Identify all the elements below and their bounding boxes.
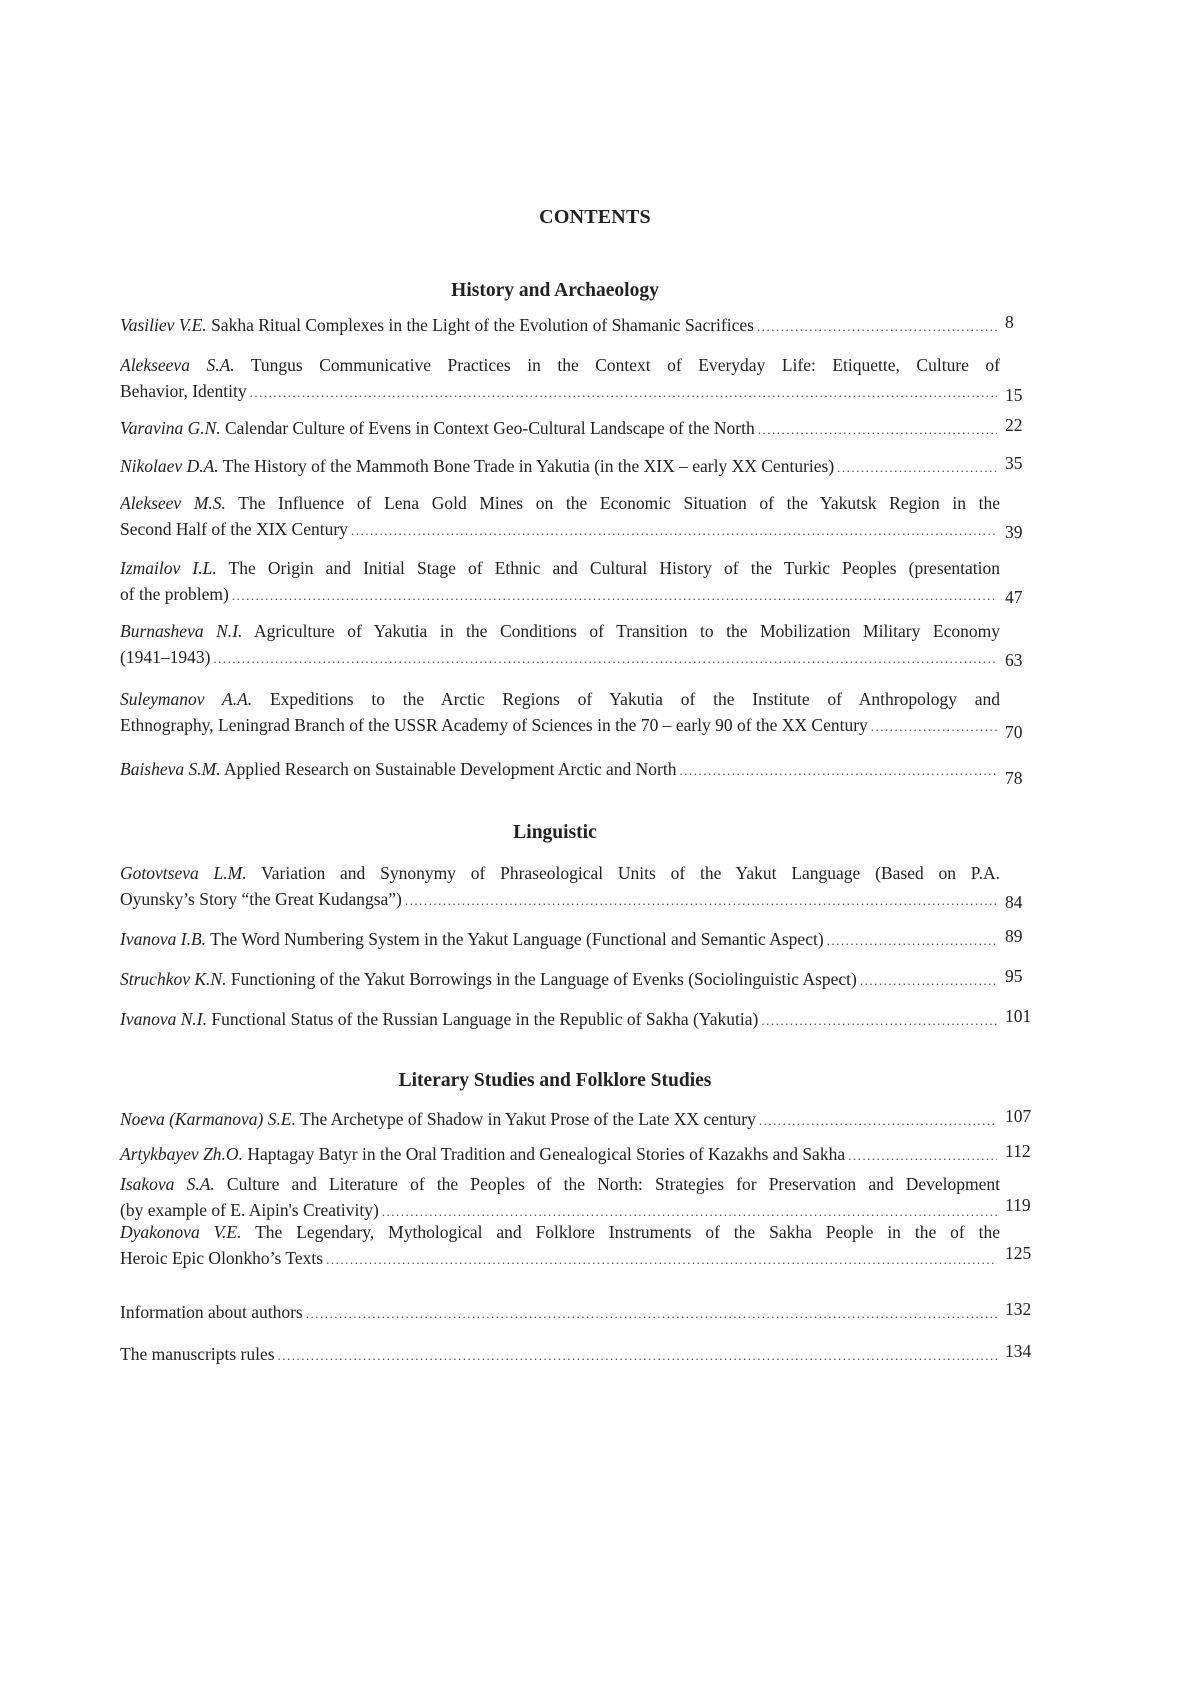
entry-title-cont: (by example of E. Aipin's Creativity): [120, 1200, 379, 1220]
entry-title: Tungus Communicative Practices in the Context of Everyday Life: Etiquette, Culture of: [250, 355, 1000, 375]
toc-entry[interactable]: [120, 756, 990, 784]
entry-author: Izmailov I.L.: [120, 558, 217, 578]
entry-page-number: 70: [1005, 722, 1023, 742]
entry-title: The Origin and Initial Stage of Ethnic and Cultural History of the Turkic Peoples (presentation: [228, 558, 1000, 578]
toc-entry[interactable]: [120, 1141, 990, 1169]
toc-entry[interactable]: [120, 1106, 990, 1134]
toc-entry[interactable]: [120, 1006, 990, 1034]
entry-title: The Archetype of Shadow in Yakut Prose of the Late XX century: [300, 1109, 756, 1129]
entry-page-number: 119: [1005, 1195, 1031, 1215]
entry-title-cont: Ethnography, Leningrad Branch of the USSR Academy of Sciences in the 70 – early 90 of the XX Century: [120, 715, 868, 735]
entry-title: The Legendary, Mythological and Folklore Instruments of the Sakha People in the of the: [255, 1222, 1000, 1242]
entry-page-number: 125: [1005, 1243, 1032, 1263]
leader-dots: [871, 714, 997, 740]
entry-title: Sakha Ritual Complexes in the Light of the Evolution of Shamanic Sacrifices: [211, 315, 754, 335]
toc-entry[interactable]: [120, 555, 1000, 609]
entry-page-number: 95: [1005, 966, 1023, 986]
entry-author: Struchkov K.N.: [120, 969, 227, 989]
section-title-literary: Literary Studies and Folklore Studies: [398, 1070, 712, 1091]
entry-page-number: 132: [1005, 1299, 1032, 1319]
toc-entry[interactable]: [120, 966, 990, 994]
entry-title: The Influence of Lena Gold Mines on the Economic Situation of the Yakutsk Region in the: [238, 493, 1000, 513]
toc-entry[interactable]: [120, 1219, 1000, 1273]
entry-title: Expeditions to the Arctic Regions of Yakutia of the Institute of Anthropology and: [269, 689, 1000, 709]
entry-page-number: 15: [1005, 385, 1023, 405]
entry-author: Gotovtseva L.M.: [120, 863, 247, 883]
toc-entry[interactable]: [120, 453, 990, 481]
leader-dots: [250, 380, 997, 406]
leader-dots: [860, 968, 997, 994]
entry-page-number: 134: [1005, 1341, 1032, 1361]
entry-page-number: 22: [1005, 415, 1023, 435]
toc-entry[interactable]: [120, 686, 1000, 740]
entry-page-number: 107: [1005, 1106, 1032, 1126]
toc-entry[interactable]: [120, 415, 990, 443]
entry-title: The History of the Mammoth Bone Trade in Yakutia (in the XIX – early XX Centuries): [222, 456, 835, 476]
entry-page-number: 63: [1005, 650, 1023, 670]
entry-title-cont: Second Half of the XIX Century: [120, 519, 348, 539]
entry-author: Ivanova I.B.: [120, 929, 207, 949]
entry-title: The manuscripts rules: [120, 1344, 275, 1364]
leader-dots: [326, 1247, 997, 1273]
entry-page-number: 39: [1005, 522, 1023, 542]
toc-entry[interactable]: [120, 618, 1000, 672]
leader-dots: [679, 758, 997, 784]
entry-title-cont: Heroic Epic Olonkho’s Texts: [120, 1248, 324, 1268]
entry-title: Functional Status of the Russian Language in the Republic of Sakha (Yakutia): [211, 1009, 759, 1029]
entry-page-number: 78: [1005, 768, 1023, 788]
entry-title-cont: of the problem): [120, 584, 229, 604]
toc-entry-manuscript-rules[interactable]: [120, 1341, 990, 1369]
entry-author: Dyakonova V.E.: [120, 1222, 242, 1242]
entry-title: Haptagay Batyr in the Oral Tradition and Genealogical Stories of Kazakhs and Sakha: [247, 1144, 846, 1164]
entry-title-cont: (1941–1943): [120, 647, 211, 667]
toc-entry[interactable]: [120, 860, 1000, 914]
entry-title: Functioning of the Yakut Borrowings in the Language of Evenks (Sociolinguistic Aspect): [230, 969, 857, 989]
entry-author: Noeva (Karmanova) S.E.: [120, 1109, 296, 1129]
leader-dots: [759, 1108, 997, 1134]
entry-title-cont: Oyunsky’s Story “the Great Kudangsa”): [120, 889, 402, 909]
toc-entry[interactable]: [120, 312, 990, 340]
entry-title-cont: Behavior, Identity: [120, 381, 247, 401]
entry-author: Vasiliev V.E.: [120, 315, 207, 335]
leader-dots: [232, 583, 997, 609]
entry-title: Applied Research on Sustainable Development Arctic and North: [224, 759, 677, 779]
section-title-history: History and Archaeology: [451, 280, 659, 301]
entry-page-number: 101: [1005, 1006, 1032, 1026]
entry-title: Calendar Culture of Evens in Context Geo-Cultural Landscape of the North: [225, 418, 755, 438]
leader-dots: [761, 1008, 997, 1034]
leader-dots: [837, 455, 997, 481]
leader-dots: [213, 646, 997, 672]
entry-author: Baisheva S.M.: [120, 759, 221, 779]
leader-dots: [405, 888, 997, 914]
entry-author: Nikolaev D.A.: [120, 456, 219, 476]
leader-dots: [306, 1301, 997, 1327]
leader-dots: [758, 417, 997, 443]
section-title-linguistic: Linguistic: [513, 822, 597, 843]
entry-page-number: 84: [1005, 892, 1023, 912]
entry-author: Alekseeva S.A.: [120, 355, 235, 375]
entry-title: Information about authors: [120, 1302, 303, 1322]
entry-title: Culture and Literature of the Peoples of the North: Strategies for Preservation and Development: [226, 1174, 1000, 1194]
leader-dots: [848, 1143, 997, 1169]
entry-author: Varavina G.N.: [120, 418, 221, 438]
entry-author: Isakova S.A.: [120, 1174, 215, 1194]
leader-dots: [757, 314, 997, 340]
entry-author: Suleymanov A.A.: [120, 689, 253, 709]
entry-page-number: 112: [1005, 1141, 1031, 1161]
entry-page-number: 8: [1005, 312, 1014, 332]
leader-dots: [827, 928, 997, 954]
leader-dots: [351, 518, 997, 544]
entry-page-number: 47: [1005, 587, 1023, 607]
entry-page-number: 89: [1005, 926, 1023, 946]
toc-entry[interactable]: [120, 352, 1000, 406]
entry-page-number: 35: [1005, 453, 1023, 473]
toc-entry[interactable]: [120, 926, 990, 954]
page-title: CONTENTS: [539, 206, 651, 228]
entry-title: Variation and Synonymy of Phraseological Units of the Yakut Language (Based on P.A.: [261, 863, 1000, 883]
leader-dots: [278, 1343, 997, 1369]
entry-author: Burnasheva N.I.: [120, 621, 243, 641]
entry-author: Artykbayev Zh.O.: [120, 1144, 243, 1164]
toc-entry[interactable]: [120, 1171, 1000, 1225]
toc-entry-authors-info[interactable]: [120, 1299, 990, 1327]
entry-author: Alekseev M.S.: [120, 493, 226, 513]
entry-title: Agriculture of Yakutia in the Conditions of Transition to the Mobilization Military Economy: [254, 621, 1000, 641]
entry-title: The Word Numbering System in the Yakut Language (Functional and Semantic Aspect): [210, 929, 824, 949]
entry-author: Ivanova N.I.: [120, 1009, 207, 1029]
toc-entry[interactable]: [120, 490, 1000, 544]
